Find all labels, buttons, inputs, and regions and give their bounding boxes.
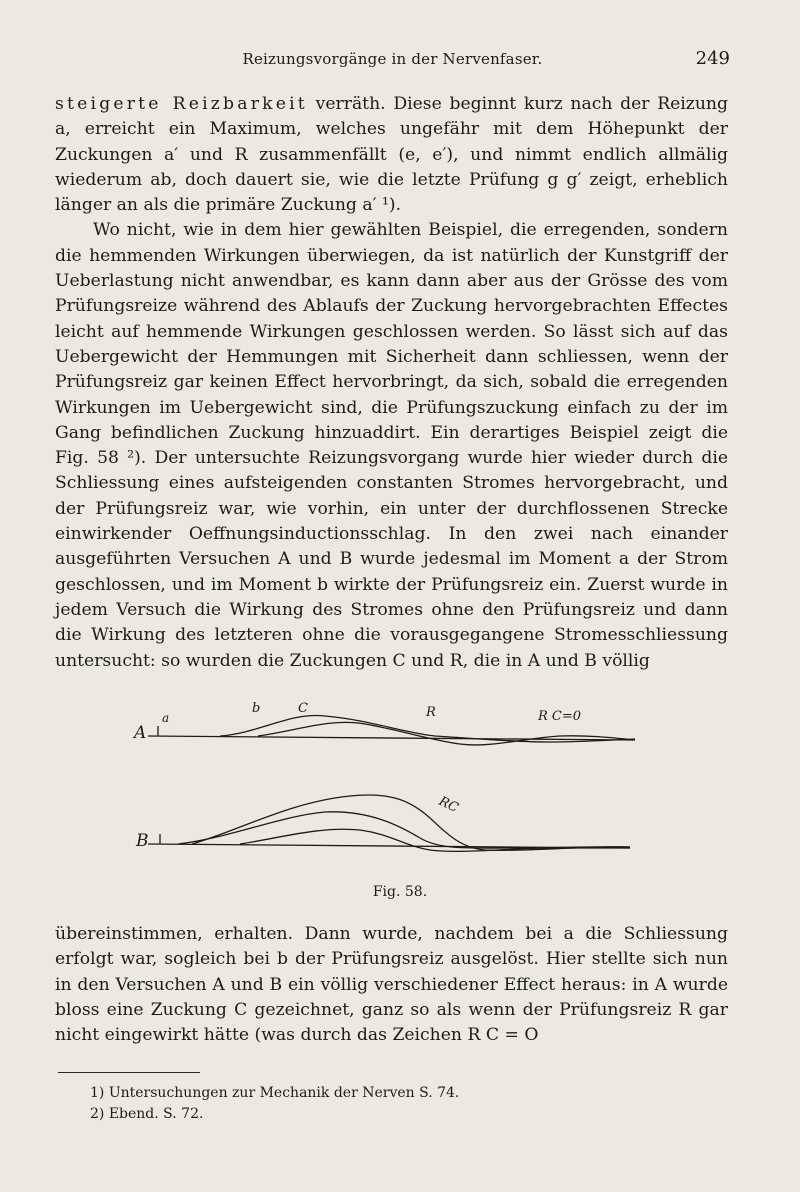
footnote-1 [90, 1083, 690, 1104]
trace-a-baseline [148, 736, 635, 740]
figure-caption: Fig. 58. [372, 884, 428, 900]
footnote-1-text: Untersuchungen zur Mechanik der Nerven S. 74. [108, 1085, 460, 1101]
label-a-top: a [162, 711, 170, 725]
label-B: B [136, 831, 149, 851]
paragraph-1 [55, 92, 728, 218]
trace-b-curve-rc [192, 795, 630, 850]
text-block-lower [55, 922, 728, 1048]
label-C-top: C [298, 701, 308, 716]
footnote-1-mark: 1) [90, 1085, 105, 1101]
footnote-2 [90, 1104, 690, 1125]
paragraph-1-text: verräth. Diese beginnt kurz nach der Reizung a, erreicht ein Maximum, welches ungefähr mit dem Höhepunkt der Zuckungen a′ und R zusammenfällt (e, e′), und nimmt endlich allmälig wiederum ab, doch dauert sie, wie die letzte Prüfung g g′ zeigt, erheblich länger an als die primäre Zuckung a′ ¹). [55, 94, 729, 216]
paragraph-2: Wo nicht, wie in dem hier gewählten Beispiel, die erregenden, sondern die hemmenden Wirkungen überwiegen, da ist natürlich der Kunstgriff der Ueberlastung nicht anwendbar, es kann dann aber aus der Grösse des vom Prüfungsreize während des Ablaufs der Zuckung hervorgebrachten Effectes leicht auf hemmende Wirkungen geschlossen werden. So lässt sich auf das Uebergewicht der Hemmungen mit Sicherheit dann schliessen, wenn der Prüfungsreiz gar keinen Effect hervorbringt, da sich, sobald die erregenden Wirkungen im Uebergewicht sind, die Prüfungszuckung einfach zu der im Gang befindlichen Zuckung hinzuaddirt. Ein derartiges Beispiel zeigt die Fig. 58 ²). Der untersuchte Reizungsvorgang wurde hier wieder durch die Schliessung eines aufsteigenden constanten Stromes hervorgebracht, und der Prüfungsreiz war, wie vorhin, ein unter der durchflossenen Strecke einwirkender Oeffnungsinductionsschlag. In den zwei nach einander ausgeführten Versuchen A und B wurde jedesmal im Moment a der Strom geschlossen, und im Moment b wirkte der Prüfungsreiz ein. Zuerst wurde in jedem Versuch die Wirkung des Stromes ohne den Prüfungsreiz und dann die Wirkung des letzteren ohne die vorausgegangene Stromesschliessung untersucht: so wurden die Zuckungen C und R, die in A und B völlig [55, 220, 728, 671]
trace-b-curve-r [240, 829, 630, 851]
footnotes [90, 1083, 690, 1125]
paragraph-3: übereinstimmen, erhalten. Dann wurde, nachdem bei a die Schliessung erfolgt war, sogleich bei b der Prüfungsreiz ausgelöst. Hier stellte sich nun in den Versuchen A und B ein völlig verschiedener Effect heraus: in A wurde bloss eine Zuckung C gezeichnet, ganz so als wenn der Prüfungsreiz R gar nicht eingewirkt hätte (was durch das Zeichen R C = O [55, 924, 728, 1046]
running-title: Reizungsvorgänge in der Nervenfaser. [242, 50, 543, 68]
footnote-divider [58, 1072, 200, 1073]
page-number: 249 [695, 48, 730, 69]
label-RC0: R C=0 [538, 709, 582, 724]
figure-58 [130, 698, 640, 868]
text-block-upper [55, 92, 728, 674]
myograph-tracings [130, 698, 640, 868]
label-b-top: b [252, 701, 261, 716]
running-head [55, 50, 730, 72]
label-A: A [134, 723, 147, 743]
footnote-2-text: Ebend. S. 72. [108, 1106, 204, 1122]
label-RC: RC [436, 794, 461, 816]
label-R-top: R [426, 705, 436, 720]
footnote-2-mark: 2) [90, 1106, 105, 1122]
spaced-lead: steigerte Reizbarkeit [55, 94, 308, 114]
